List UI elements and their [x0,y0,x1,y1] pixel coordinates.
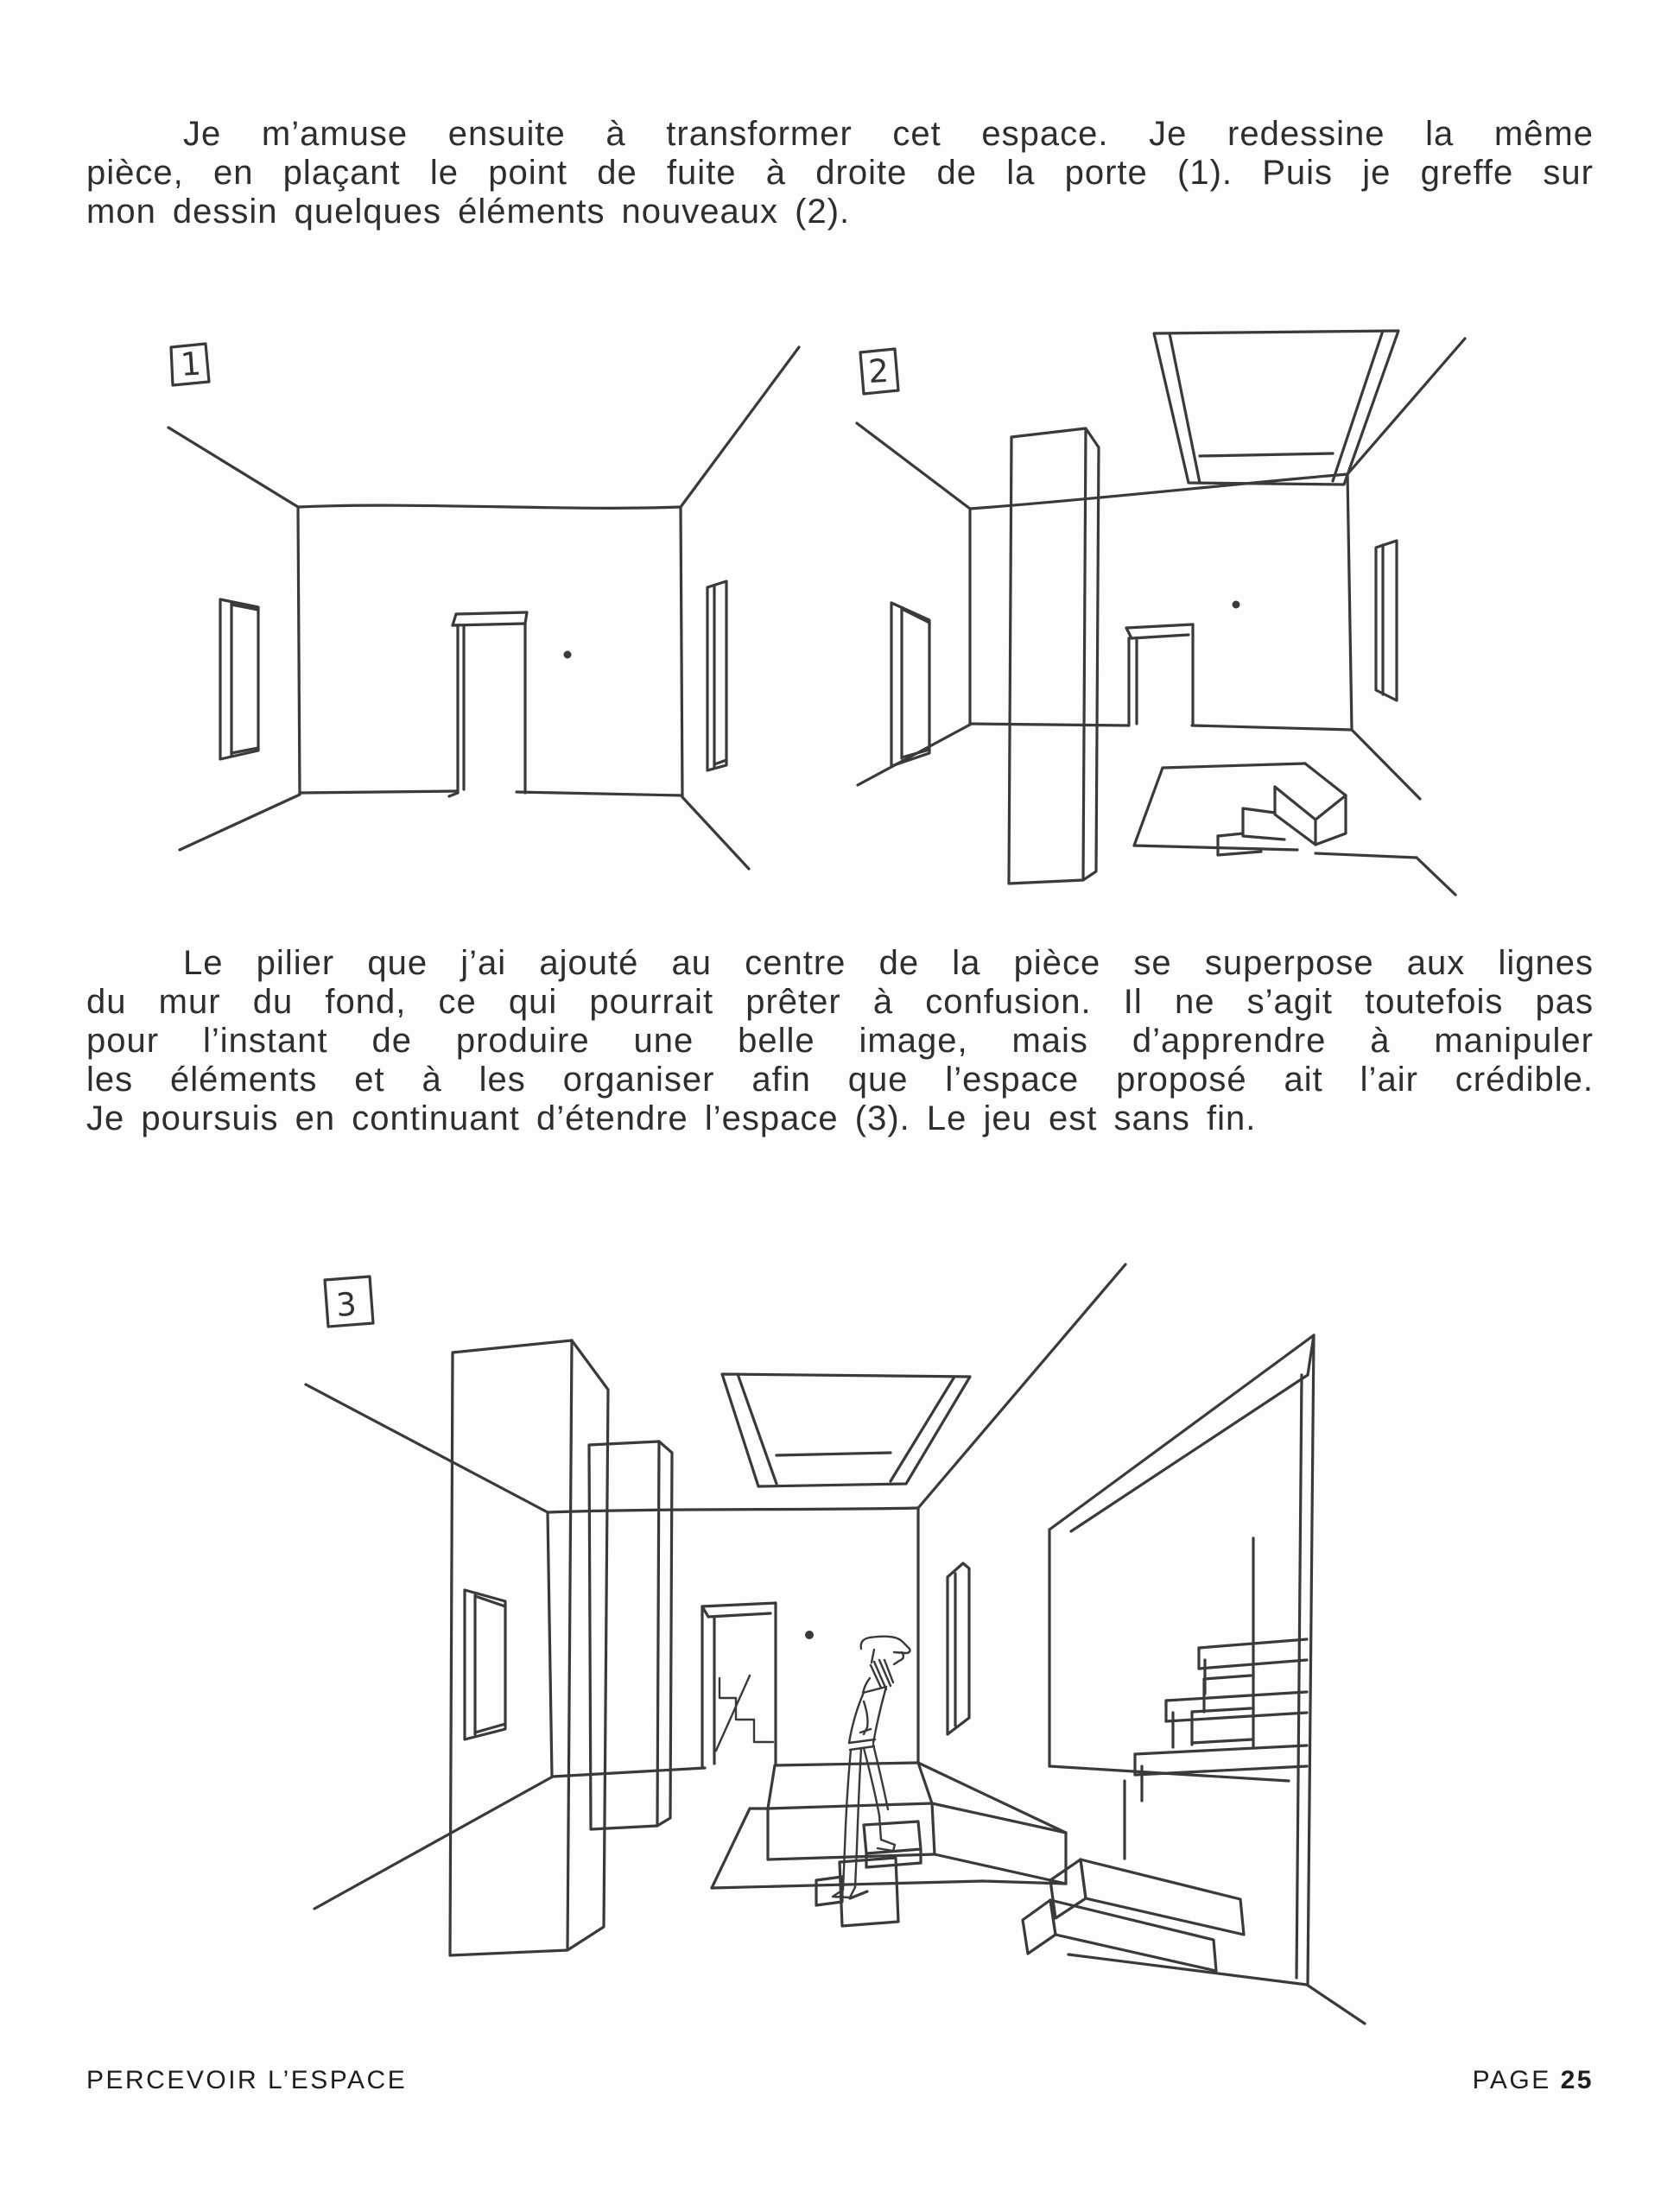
perspective-drawing-1 [121,328,821,890]
drawing-1-right-window [707,581,726,770]
footer-page-indicator [1473,2066,1594,2095]
drawing-3-right-window [948,1563,969,1734]
vanishing-point-dot-2 [1233,601,1240,609]
figure-2-label: 2 [867,352,890,390]
drawing-2-left-window [891,603,929,766]
paragraph-2-line-5: Je poursuis en continuant d’étendre l’espace (3). Le jeu est sans fin. [86,1099,1257,1137]
paragraph-1 [86,115,1594,231]
paragraph-1-line-3: mon dessin quelques éléments nouveaux (2). [86,193,851,231]
drawing-3-panel-window [465,1590,505,1739]
vanishing-point-dot-1 [564,651,572,659]
footer-book-title: PERCEVOIR L’ESPACE [86,2066,408,2094]
drawing-3-bottom-steps [1023,1859,1244,1971]
paragraph-2-line-1: Le pilier que j’ai ajouté au centre de la pièce se superpose aux lignes [183,944,1594,982]
paragraph-2-line-2: du mur du fond, ce qui pourrait prêter à confusion. Il ne s’agit toutefois pas [86,983,1594,1021]
drawing-1-door [449,612,527,796]
vanishing-point-dot-3 [805,1631,814,1639]
drawing-2-door [1126,624,1193,725]
drawing-3-door-stairs [716,1676,773,1751]
drawing-3-skylight [722,1374,970,1486]
paragraph-2 [86,944,1594,1138]
page-footer [86,2066,1594,2095]
figure-cap [861,1637,910,1653]
paragraph-1-line-1: Je m’amuse ensuite à transformer cet espace. Je redessine la même [183,115,1594,153]
drawing-1-left-window [220,599,258,759]
paragraph-1-line-2: pièce, en plaçant le point de fuite à droite de la porte (1). Puis je greffe sur [86,154,1594,192]
paragraph-2-line-3: pour l’instant de produire une belle image, mais d’apprendre à manipuler [86,1022,1594,1060]
drawing-3-pit [712,1809,1066,1926]
perspective-drawing-3 [259,1244,1486,2038]
drawing-3-bench [768,1763,1066,1884]
paragraph-2-line-4: les éléments et à les organiser afin que l’espace proposé ait l’air crédible. [86,1061,1594,1099]
footer-page-label: PAGE [1472,2066,1551,2094]
drawing-2-right-window [1376,541,1397,700]
drawing-3-mezzanine [1049,1335,1314,1985]
drawing-2-sunken-steps [1134,763,1346,855]
footer-page-number: 25 [1560,2066,1594,2094]
figure-3-label: 3 [334,1285,358,1324]
perspective-drawing-2 [855,328,1624,985]
drawing-2-pillar [1009,428,1099,884]
drawing-2-skylight [1154,331,1398,485]
figure-1-label: 1 [179,345,203,383]
